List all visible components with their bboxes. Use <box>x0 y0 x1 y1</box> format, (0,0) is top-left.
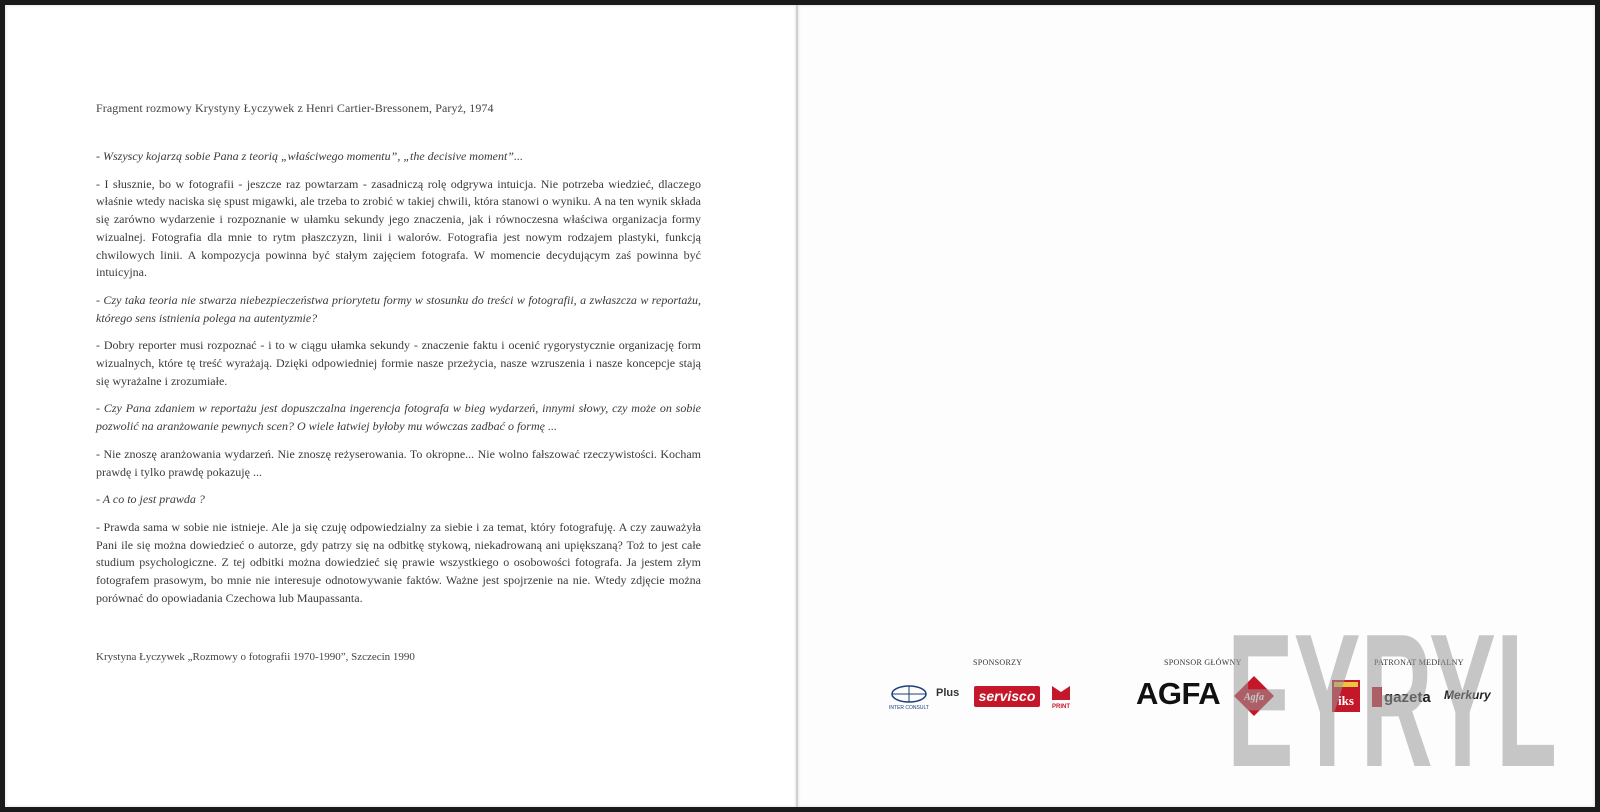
question-paragraph: - Czy taka teoria nie stwarza niebezpieczeństwa priorytetu formy w stosunku do treści w fotografii, a zwłaszcza w reportażu, którego sens istnienia polega na autentyzmie? <box>96 292 701 325</box>
servisco-logo: servisco <box>974 686 1040 707</box>
gazeta-text: gazeta <box>1384 688 1431 706</box>
question-paragraph: - Czy Pana zdaniem w reportażu jest dopuszczalna ingerencja fotografa w bieg wydarzeń, innymi słowy, czy może on sobie pozwolić na aranżowanie pewnych scen? O wiele łatwiej byłoby mu wówczas zadbać o formę ... <box>96 401 701 434</box>
watermark-text: EYRYL <box>1227 620 1557 770</box>
inter-consult-text: INTER CONSULT <box>889 705 929 710</box>
answer-paragraph: - Prawda sama w sobie nie istnieje. Ale ja się czuję odpowiedzialny za siebie i za temat, który fotografuję. A czy zauważyła Pani ile się można dowiedzieć o autorze, gdy patrzy się na odbitkę stykową, niekadrowaną ani upiększaną? Toż to jest całe studium psychologiczne. Z tej odbitki można dowiedzieć się prawie wszystkiego o osobowości fotografa. Ja jestem złym fotografem prasowym, bo mnie nie interesuje odnotowywanie faktów. Ważne jest spojrzenie na nie. Wtedy zdjęcie można porównać do opowiadania Czechowa lub Maupassanta. <box>96 519 701 605</box>
sponsors-label: SPONSORZY <box>973 658 1023 667</box>
answer-paragraph: - Nie znoszę aranżowania wydarzeń. Nie znoszę reżyserowania. To okropne... Nie wolno fałszować rzeczywistości. Kocham prawdę i tylko prawdę pokazuję ... <box>96 446 701 479</box>
iks-text: iks <box>1338 693 1354 708</box>
interview-heading: Fragment rozmowy Krystyny Łyczywek z Henri Cartier-Bressonem, Paryż, 1974 <box>96 101 494 115</box>
question-paragraph: - Wszyscy kojarzą sobie Pana z teorią „właściwego momentu”, „the decisive moment”... <box>96 149 523 163</box>
media-patron-label: PATRONAT MEDIALNY <box>1374 658 1464 667</box>
eyryl-watermark <box>1222 620 1562 770</box>
print-logo <box>1050 684 1072 710</box>
plus-logo: Plus <box>936 687 960 699</box>
answer-paragraph: - I słusznie, bo w fotografii - jeszcze raz powtarzam - zasadniczą rolę odgrywa intuicja. Nie potrzeba wiedzieć, dlaczego właśnie wtedy naciska się spust migawki, ale trzeba to zrobić w takiej chwili, która stanowi o wyniku. A na ten wynik składa się zarówno wydarzenie i rozpoznanie w ułamku sekundy jego znaczenia, jak i równoczesna właściwa organizacja formy wizualnej. Fotografia dla mnie to rytm płaszczyzn, linii i walorów. Fotografia jest nowym rodzajem plastyki, funkcją chwilowych linii. A kompozycja powinna być stałym zajęciem fotografa. W momencie decydującym zaś powinna być intuicyjna. <box>96 176 701 280</box>
print-text: PRINT <box>1052 704 1070 710</box>
main-sponsor-label: SPONSOR GŁÓWNY <box>1164 658 1242 667</box>
inter-consult-logo <box>888 684 930 710</box>
interview-text <box>96 148 701 617</box>
merkury-logo: Merkury <box>1444 688 1491 702</box>
agfa-diamond-text: Agfa <box>1244 692 1264 703</box>
agfa-logo: AGFA <box>1136 676 1221 711</box>
answer-paragraph: - Dobry reporter musi rozpoznać - i to w ciągu ułamka sekundy - znaczenie faktu i ocenić rygorystycznie organizację form wizualnych, które tę treść wyrażają. Dzięki odpowiedniej formie nasze przeżycia, nasze wzruszenia i nasze koncepcje stają się wyrażalne i zrozumiałe. <box>96 338 701 388</box>
source-citation: Krystyna Łyczywek „Rozmowy o fotografii 1970-1990”, Szczecin 1990 <box>96 651 415 663</box>
question-paragraph: - A co to jest prawda ? <box>96 492 205 507</box>
